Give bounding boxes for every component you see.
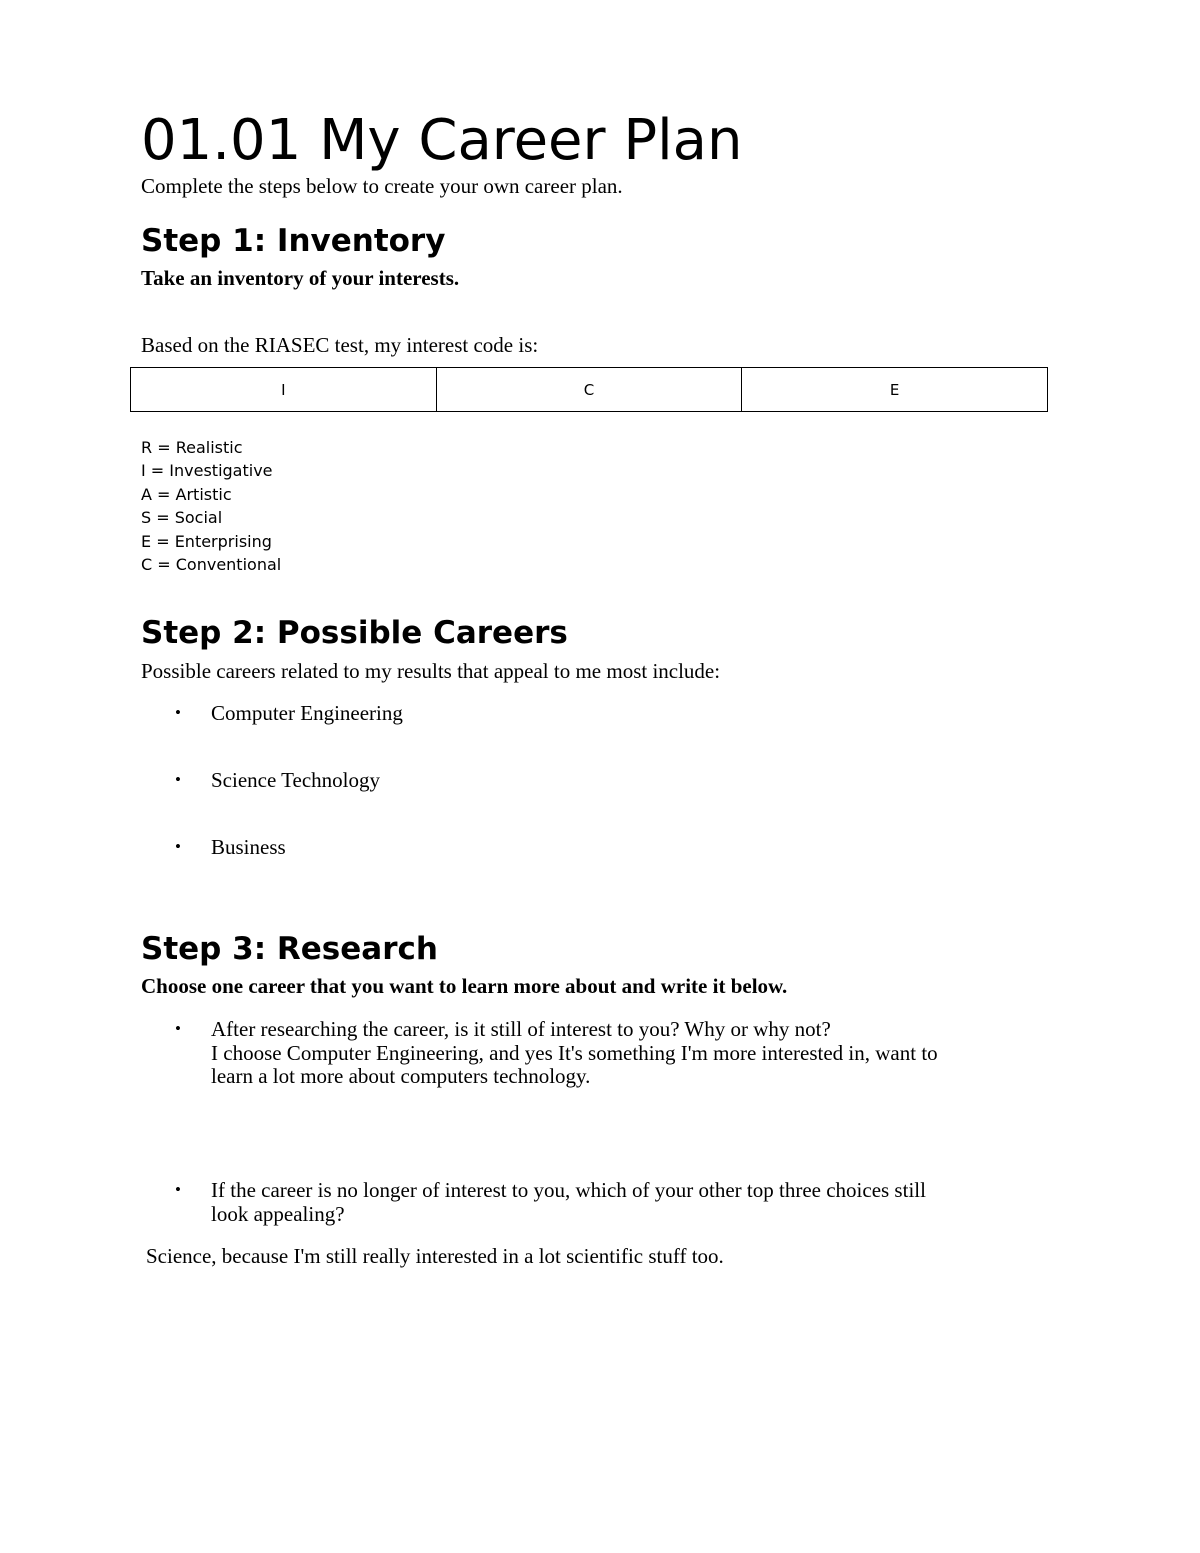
research-question-2-line-1: If the career is no longer of interest to you, which of your other top three choices still [211, 1178, 926, 1202]
research-answer-1-line-1: I choose Computer Engineering, and yes It's something I'm more interested in, want to [211, 1041, 938, 1065]
legend-item-social: S = Social [141, 508, 223, 528]
legend-item-enterprising: E = Enterprising [141, 531, 272, 551]
research-question-2-line-2: look appealing? [211, 1202, 345, 1226]
interest-code-cell-2: C [436, 368, 742, 412]
bullet-icon: • [175, 770, 181, 789]
career-item-1: Computer Engineering [211, 701, 403, 725]
interest-code-cell-3: E [742, 368, 1048, 412]
career-item-2: Science Technology [211, 768, 381, 792]
step1-heading: Step 1: Inventory [141, 223, 446, 259]
legend-item-realistic: R = Realistic [141, 438, 243, 457]
research-answer-1-line-2: learn a lot more about computers technology. [211, 1064, 591, 1088]
step3-heading: Step 3: Research [141, 931, 438, 967]
riasec-legend [141, 436, 281, 576]
bullet-icon: • [175, 1180, 181, 1199]
table-row [131, 368, 1048, 412]
research-answer-2: Science, because I'm still really interested in a lot scientific stuff too. [146, 1244, 724, 1268]
legend-item-artistic: A = Artistic [141, 484, 232, 504]
bullet-icon: • [175, 703, 181, 722]
step1-prompt: Based on the RIASEC test, my interest code is: [141, 333, 539, 357]
intro-text: Complete the steps below to create your own career plan. [141, 174, 623, 198]
legend-item-investigative: I = Investigative [141, 461, 273, 481]
step2-prompt: Possible careers related to my results that appeal to me most include: [141, 659, 721, 683]
step3-instruction: Choose one career that you want to learn more about and write it below. [141, 974, 788, 998]
interest-code-cell-1: I [131, 368, 437, 412]
page-title: 01.01 My Career Plan [141, 108, 743, 173]
bullet-icon: • [175, 837, 181, 856]
bullet-icon: • [175, 1019, 181, 1038]
career-item-3: Business [211, 835, 286, 859]
step1-instruction: Take an inventory of your interests. [141, 266, 460, 290]
research-question-1: After researching the career, is it still of interest to you? Why or why not? [211, 1017, 831, 1041]
legend-item-conventional: C = Conventional [141, 555, 282, 575]
step2-heading: Step 2: Possible Careers [141, 615, 568, 651]
interest-code-table [130, 367, 1048, 412]
